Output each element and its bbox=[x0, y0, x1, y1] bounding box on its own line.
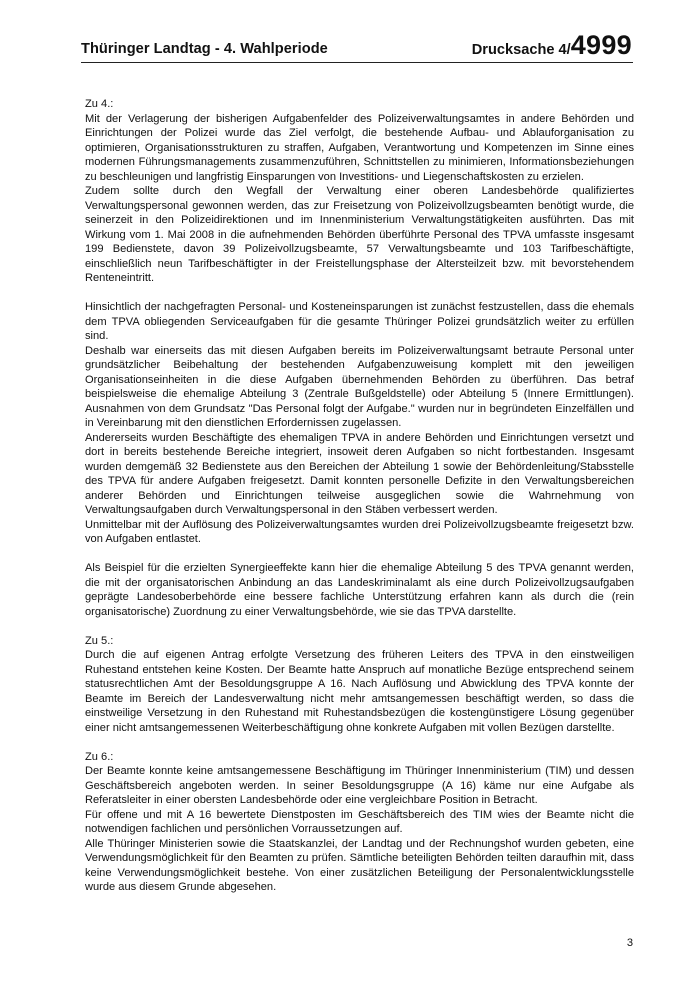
paragraph: Alle Thüringer Ministerien sowie die Staatskanzlei, der Landtag und der Rechnungshof wurden gebeten, eine Verwendungsmöglichkeit für den Beamten zu prüfen. Sämtliche beteiligten Behörden teilten daraufhin mit, dass keine Verwendungsmöglichkeit bestehe. Von einer zusätzlichen Beteiligung der Personalentwicklungsstelle wurde aus diesem Grunde abgesehen. bbox=[85, 837, 634, 893]
paragraph: Mit der Verlagerung der bisherigen Aufgabenfelder des Polizeiverwaltungsamtes in andere Behörden und Einrichtungen der Polizei wurde das Ziel verfolgt, die bestehende Aufbau- und Ablauforganisation zu optimieren, Organisationsstrukturen zu straffen, Aufgaben, Verantwortung und Kompetenzen im Sinne eines modernen Führungsmanagements zusammenzuführen, Schnittstellen zu minimieren, Informationsbeziehungen zu beschleunigen und langfristig Einsparungen von Investitions- und Liegenschaftskosten zu erzielen. bbox=[85, 112, 634, 183]
document-body bbox=[85, 97, 634, 895]
paragraph: Hinsichtlich der nachgefragten Personal- und Kosteneinsparungen ist zunächst festzustellen, dass die ehemals dem TPVA obliegenden Serviceaufgaben für die gesamte Thüringer Polizei grundsätzlich weiter zu erfüllen sind. bbox=[85, 301, 634, 342]
paragraph: Für offene und mit A 16 bewertete Dienstposten im Geschäftsbereich des TIM wies der Beamte nicht die notwendigen fachlichen und persönlichen Vorraussetzungen auf. bbox=[85, 808, 634, 835]
parliament-title: Thüringer Landtag - 4. Wahlperiode bbox=[81, 41, 328, 57]
paragraph: Deshalb war einerseits das mit diesen Aufgaben bereits im Polizeiverwaltungsamt betraute Personal unter grundsätzlicher Beibehaltung der bestehenden Aufgabenzuweisung komplett mit den jeweiligen Organisationseinheiten in die diese Aufgaben übernehmenden Behörden zu überführen. Das betraf beispielsweise die ehemalige Abteilung 3 (Zentrale Bußgeldstelle) oder Abteilung 5 (Innere Ermittlungen). Ausnahmen von dem Grundsatz "Das Personal folgt der Aufgabe." wurden nur in begründeten Einzelfällen und in Vereinbarung mit den dienstlichen Erfordernissen zugelassen. bbox=[85, 344, 634, 429]
document-reference bbox=[472, 32, 632, 59]
paragraph: Unmittelbar mit der Auflösung des Polizeiverwaltungsamtes wurden drei Polizeivollzugsbeamte freigesetzt bzw. von Aufgaben entlastet. bbox=[85, 518, 634, 545]
document-number: 4999 bbox=[570, 30, 632, 60]
paragraph: Der Beamte konnte keine amtsangemessene Beschäftigung im Thüringer Innenministerium (TIM) und dessen Geschäftsbereich angeboten werden. In seiner Besoldungsgruppe (A 16) käme nur eine Aufgabe als Referatsleiter in einer obersten Landesbehörde oder eine vergleichbare Position in Betracht. bbox=[85, 765, 634, 806]
page-number: 3 bbox=[626, 937, 633, 949]
paragraph: Andererseits wurden Beschäftigte des ehemaligen TPVA in andere Behörden und Einrichtungen versetzt und dort in bereits bestehende Bereiche integriert, insoweit deren Aufgaben so nicht fortbestanden. Insgesamt wurden demgemäß 32 Bedienstete aus den Bereichen der Abteilung 1 sowie der Behördenleitung/Stabsstelle des TPVA für andere Aufgaben freigesetzt. Damit konnten personelle Defizite in den Verwaltungsbereichen anderer Behörden und Einrichtungen teilweise ausgeglichen sowie die Wahrnehmung von Verwaltungsaufgaben durch Verwaltungspersonal in den Stäben verbessert werden. bbox=[85, 431, 634, 516]
paragraph: Durch die auf eigenen Antrag erfolgte Versetzung des früheren Leiters des TPVA in den einstweiligen Ruhestand entstehen keine Kosten. Der Beamte hatte Anspruch auf monatliche Bezüge entsprechend seinem statusrechtlichen Amt der Besoldungsgruppe A 16. Nach Auflösung und Abwicklung des TPVA konnte der Beamte im Bereich der Landesverwaltung nicht mehr amtsangemessen beschäftigt werden, so dass die einstweilige Versetzung in den Ruhestand mit Ruhestandsbezügen die kostengünstigere Lösung gegenüber einer nicht amtsangemessenen Weiterbeschäftigung ohne konkrete Aufgaben mit vollen Bezügen darstellte. bbox=[85, 649, 634, 734]
paragraph: Zu 6.: bbox=[85, 750, 114, 763]
paragraph: Zudem sollte durch den Wegfall der Verwaltung einer oberen Landesbehörde qualifiziertes Verwaltungspersonal gewonnen werden, das zur Freisetzung von Polizeivollzugsbeamten benötigt wurde, die seinerzeit in den Polizeidirektionen und im Innenministerium Verwaltungstätigkeiten ausführten. Das mit Wirkung vom 1. Mai 2008 in die aufnehmenden Behörden überführte Personal des TPVA umfasste insgesamt 199 Bedienstete, davon 39 Polizeivollzugsbeamte, 57 Verwaltungsbeamte und 103 Tarifbeschäftigte, einschließlich neun Tarifbeschäftigter in der Freistellungsphase der Altersteilzeit bzw. mit bevorstehendem Renteneintritt. bbox=[85, 185, 634, 284]
paragraph: Zu 5.: bbox=[85, 634, 114, 647]
page-header bbox=[81, 28, 633, 63]
paragraph: Zu 4.: bbox=[85, 98, 114, 110]
document-label: Drucksache 4/ bbox=[471, 42, 571, 58]
paragraph: Als Beispiel für die erzielten Synergieeffekte kann hier die ehemalige Abteilung 5 des TPVA genannt werden, die mit der organisatorischen Anbindung an das Landeskriminalamt als eine durch Polizeivollzugsaufgaben geprägte Landesoberbehörde eine bessere fachliche Unterstützung erfahren kann als durch die (rein organisatorische) Zuordnung zu einer Verwaltungsbehörde, wie sie das TPVA darstellte. bbox=[85, 562, 634, 618]
